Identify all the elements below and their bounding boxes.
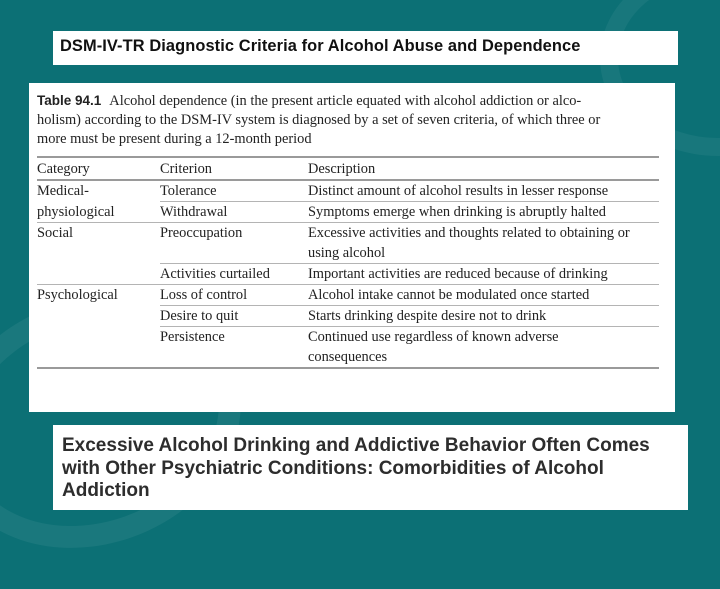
description-line: Continued use regardless of known adverse — [308, 329, 559, 345]
table-row — [37, 180, 659, 202]
cell-criterion: Withdrawal — [160, 202, 308, 223]
cell-description: Symptoms emerge when drinking is abruptly halted — [308, 202, 659, 223]
cell-criterion: Tolerance — [160, 183, 217, 199]
cell-description: Distinct amount of alcohol results in lesser response — [308, 183, 609, 199]
section-heading-line: with Other Psychiatric Conditions: Comorbidities of Alcohol — [62, 457, 604, 479]
cell-category: physiological — [37, 203, 115, 220]
cell-description: Important activities are reduced because of drinking — [308, 264, 659, 285]
slide-title: DSM-IV-TR Diagnostic Criteria for Alcohol Abuse and Dependence — [60, 37, 581, 55]
table-row — [37, 285, 659, 306]
table-row — [37, 264, 659, 285]
section-heading-line: Addiction — [62, 480, 150, 501]
cell-category — [37, 264, 160, 285]
table-number: Table 94.1 — [37, 93, 102, 108]
cell-criterion: Persistence — [160, 327, 308, 369]
cell-category — [37, 327, 160, 369]
cell-criterion: Activities curtailed — [160, 264, 308, 285]
cell-criterion: Loss of control — [160, 285, 308, 306]
cell-criterion: Desire to quit — [160, 306, 308, 327]
cell-criterion: Preoccupation — [160, 223, 308, 264]
caption-line: holism) according to the DSM-IV system is diagnosed by a set of seven criteria, of which three or — [37, 112, 601, 128]
description-line: using alcohol — [308, 245, 386, 261]
cell-category: Psychological — [37, 285, 160, 306]
section-heading-line: Excessive Alcohol Drinking and Addictive Behavior Often Comes — [62, 435, 650, 456]
table-row — [37, 202, 659, 223]
cell-category — [37, 306, 160, 327]
table-header-row — [37, 157, 659, 180]
description-line: consequences — [308, 349, 388, 365]
table-panel — [29, 83, 675, 412]
criteria-table — [37, 156, 659, 369]
cell-category: Social — [37, 223, 160, 264]
slide-title-box — [53, 31, 678, 65]
cell-description — [308, 223, 659, 264]
caption-line: more must be present during a 12-month period — [37, 131, 312, 147]
header-category: Category — [37, 157, 160, 180]
table-caption — [37, 91, 660, 149]
table-row — [37, 223, 659, 264]
header-description: Description — [308, 157, 659, 180]
header-criterion: Criterion — [160, 157, 308, 180]
cell-category: Medical- — [37, 183, 89, 199]
description-line: Excessive activities and thoughts related to obtaining or — [308, 225, 630, 241]
table-row — [37, 327, 659, 369]
cell-description: Alcohol intake cannot be modulated once started — [308, 285, 659, 306]
caption-line: Alcohol dependence (in the present article equated with alcohol addiction or alco- — [109, 93, 582, 109]
cell-description — [308, 327, 659, 369]
cell-description: Starts drinking despite desire not to drink — [308, 306, 659, 327]
section-heading-box — [53, 425, 688, 510]
table-row — [37, 306, 659, 327]
